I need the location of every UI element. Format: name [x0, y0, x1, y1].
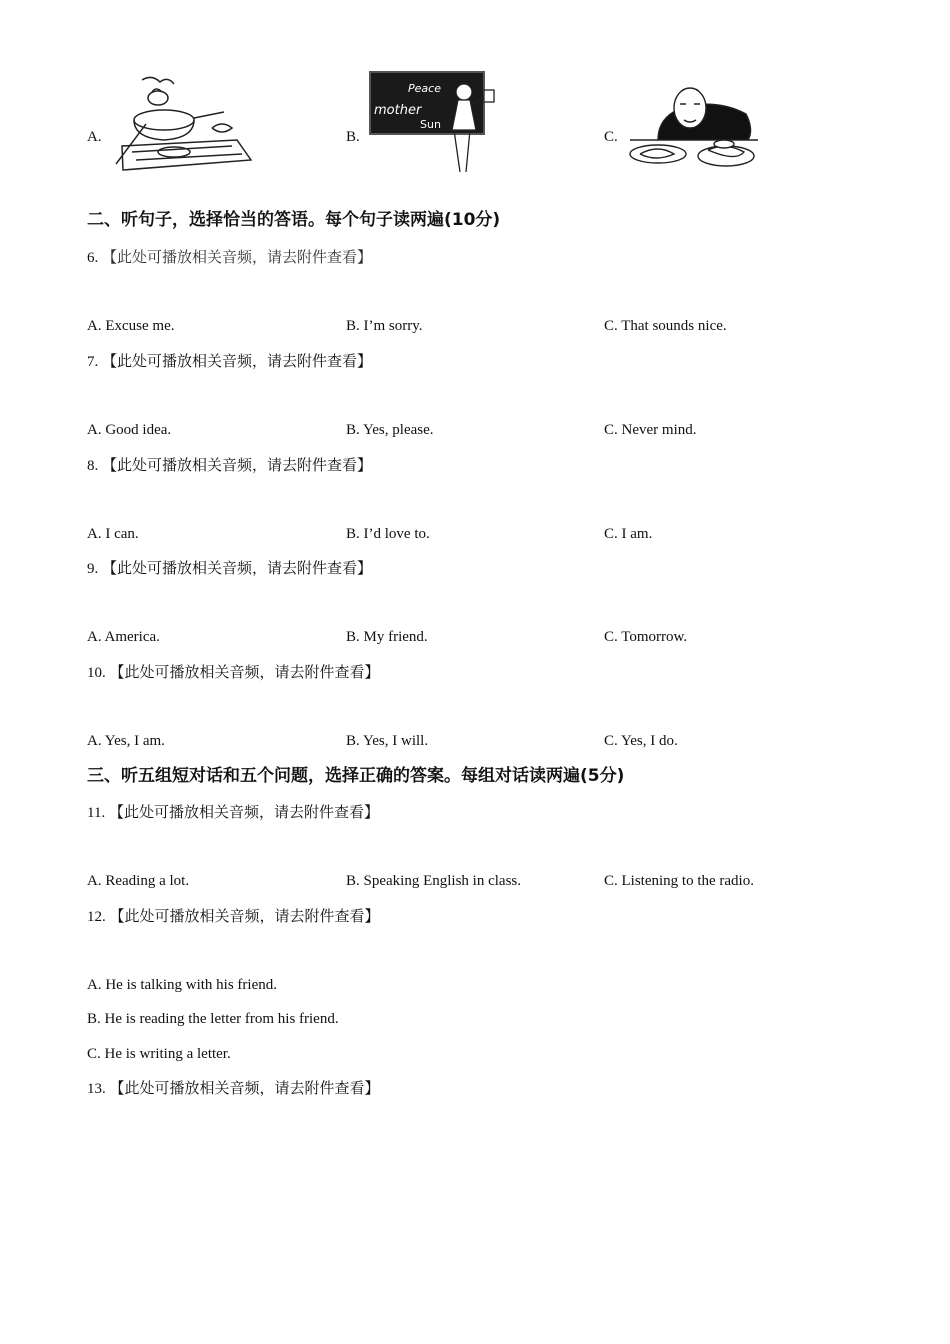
question-6-option-c: C. That sounds nice. [604, 318, 727, 334]
question-11-option-c: C. Listening to the radio. [604, 873, 754, 889]
question-8-option-b: B. I’d love to. [346, 526, 430, 542]
audio-note: 【此处可播放相关音频，请去附件查看】 [109, 663, 380, 681]
audio-note: 【此处可播放相关音频，请去附件查看】 [102, 352, 373, 370]
question-10-option-c: C. Yes, I do. [604, 733, 678, 749]
picture-option-a-label: A. [87, 129, 102, 145]
question-number: 11. [87, 805, 106, 821]
question-12-option-c: C. He is writing a letter. [87, 1046, 231, 1062]
question-10-option-b: B. Yes, I will. [346, 733, 429, 749]
question-9-option-b: B. My friend. [346, 629, 428, 645]
board-word-sun: Sun [420, 118, 441, 131]
question-11-option-a: A. Reading a lot. [87, 873, 190, 889]
teacher-blackboard-picture [368, 70, 500, 176]
question-12-prompt [87, 907, 380, 926]
board-word-peace: Peace [408, 82, 441, 95]
picture-option-c-label: C. [604, 129, 618, 145]
board-word-mother: mother [374, 103, 422, 118]
question-7-option-a: A. Good idea. [87, 422, 172, 438]
man-with-food-picture [628, 78, 760, 176]
audio-note: 【此处可播放相关音频，请去附件查看】 [109, 907, 380, 925]
section-2-title: 二、听句子，选择恰当的答语。每个句子读两遍(10分) [87, 210, 501, 230]
question-11-option-b: B. Speaking English in class. [346, 873, 521, 889]
audio-note: 【此处可播放相关音频，请去附件查看】 [109, 1079, 380, 1097]
question-number: 8. [87, 458, 99, 474]
question-6-option-b: B. I’m sorry. [346, 318, 423, 334]
question-number: 13. [87, 1081, 106, 1097]
question-number: 9. [87, 561, 99, 577]
question-number: 6. [87, 250, 99, 266]
audio-note: 【此处可播放相关音频，请去附件查看】 [102, 456, 373, 474]
question-10-option-a: A. Yes, I am. [87, 733, 165, 749]
question-10-prompt [87, 663, 380, 682]
section-3-title: 三、听五组短对话和五个问题，选择正确的答案。每组对话读两遍(5分) [87, 766, 625, 786]
audio-note: 【此处可播放相关音频，请去附件查看】 [108, 803, 379, 821]
question-13-prompt [87, 1079, 380, 1098]
question-9-option-c: C. Tomorrow. [604, 629, 688, 645]
question-7-prompt [87, 352, 372, 371]
question-12-option-b: B. He is reading the letter from his friend. [87, 1011, 339, 1027]
question-6-prompt [87, 248, 372, 267]
question-7-option-b: B. Yes, please. [346, 422, 434, 438]
question-9-prompt [87, 559, 372, 578]
question-7-option-c: C. Never mind. [604, 422, 697, 438]
question-9-option-a: A. America. [87, 629, 160, 645]
question-number: 7. [87, 354, 99, 370]
cooking-pot-picture [112, 72, 252, 176]
question-6-option-a: A. Excuse me. [87, 318, 175, 334]
audio-note: 【此处可播放相关音频，请去附件查看】 [102, 248, 373, 266]
question-11-prompt [87, 803, 379, 822]
question-number: 12. [87, 909, 106, 925]
audio-note: 【此处可播放相关音频，请去附件查看】 [102, 559, 373, 577]
question-8-prompt [87, 456, 372, 475]
question-12-option-a: A. He is talking with his friend. [87, 977, 277, 993]
question-8-option-c: C. I am. [604, 526, 653, 542]
picture-option-b-label: B. [346, 129, 360, 145]
question-number: 10. [87, 665, 106, 681]
question-8-option-a: A. I can. [87, 526, 139, 542]
